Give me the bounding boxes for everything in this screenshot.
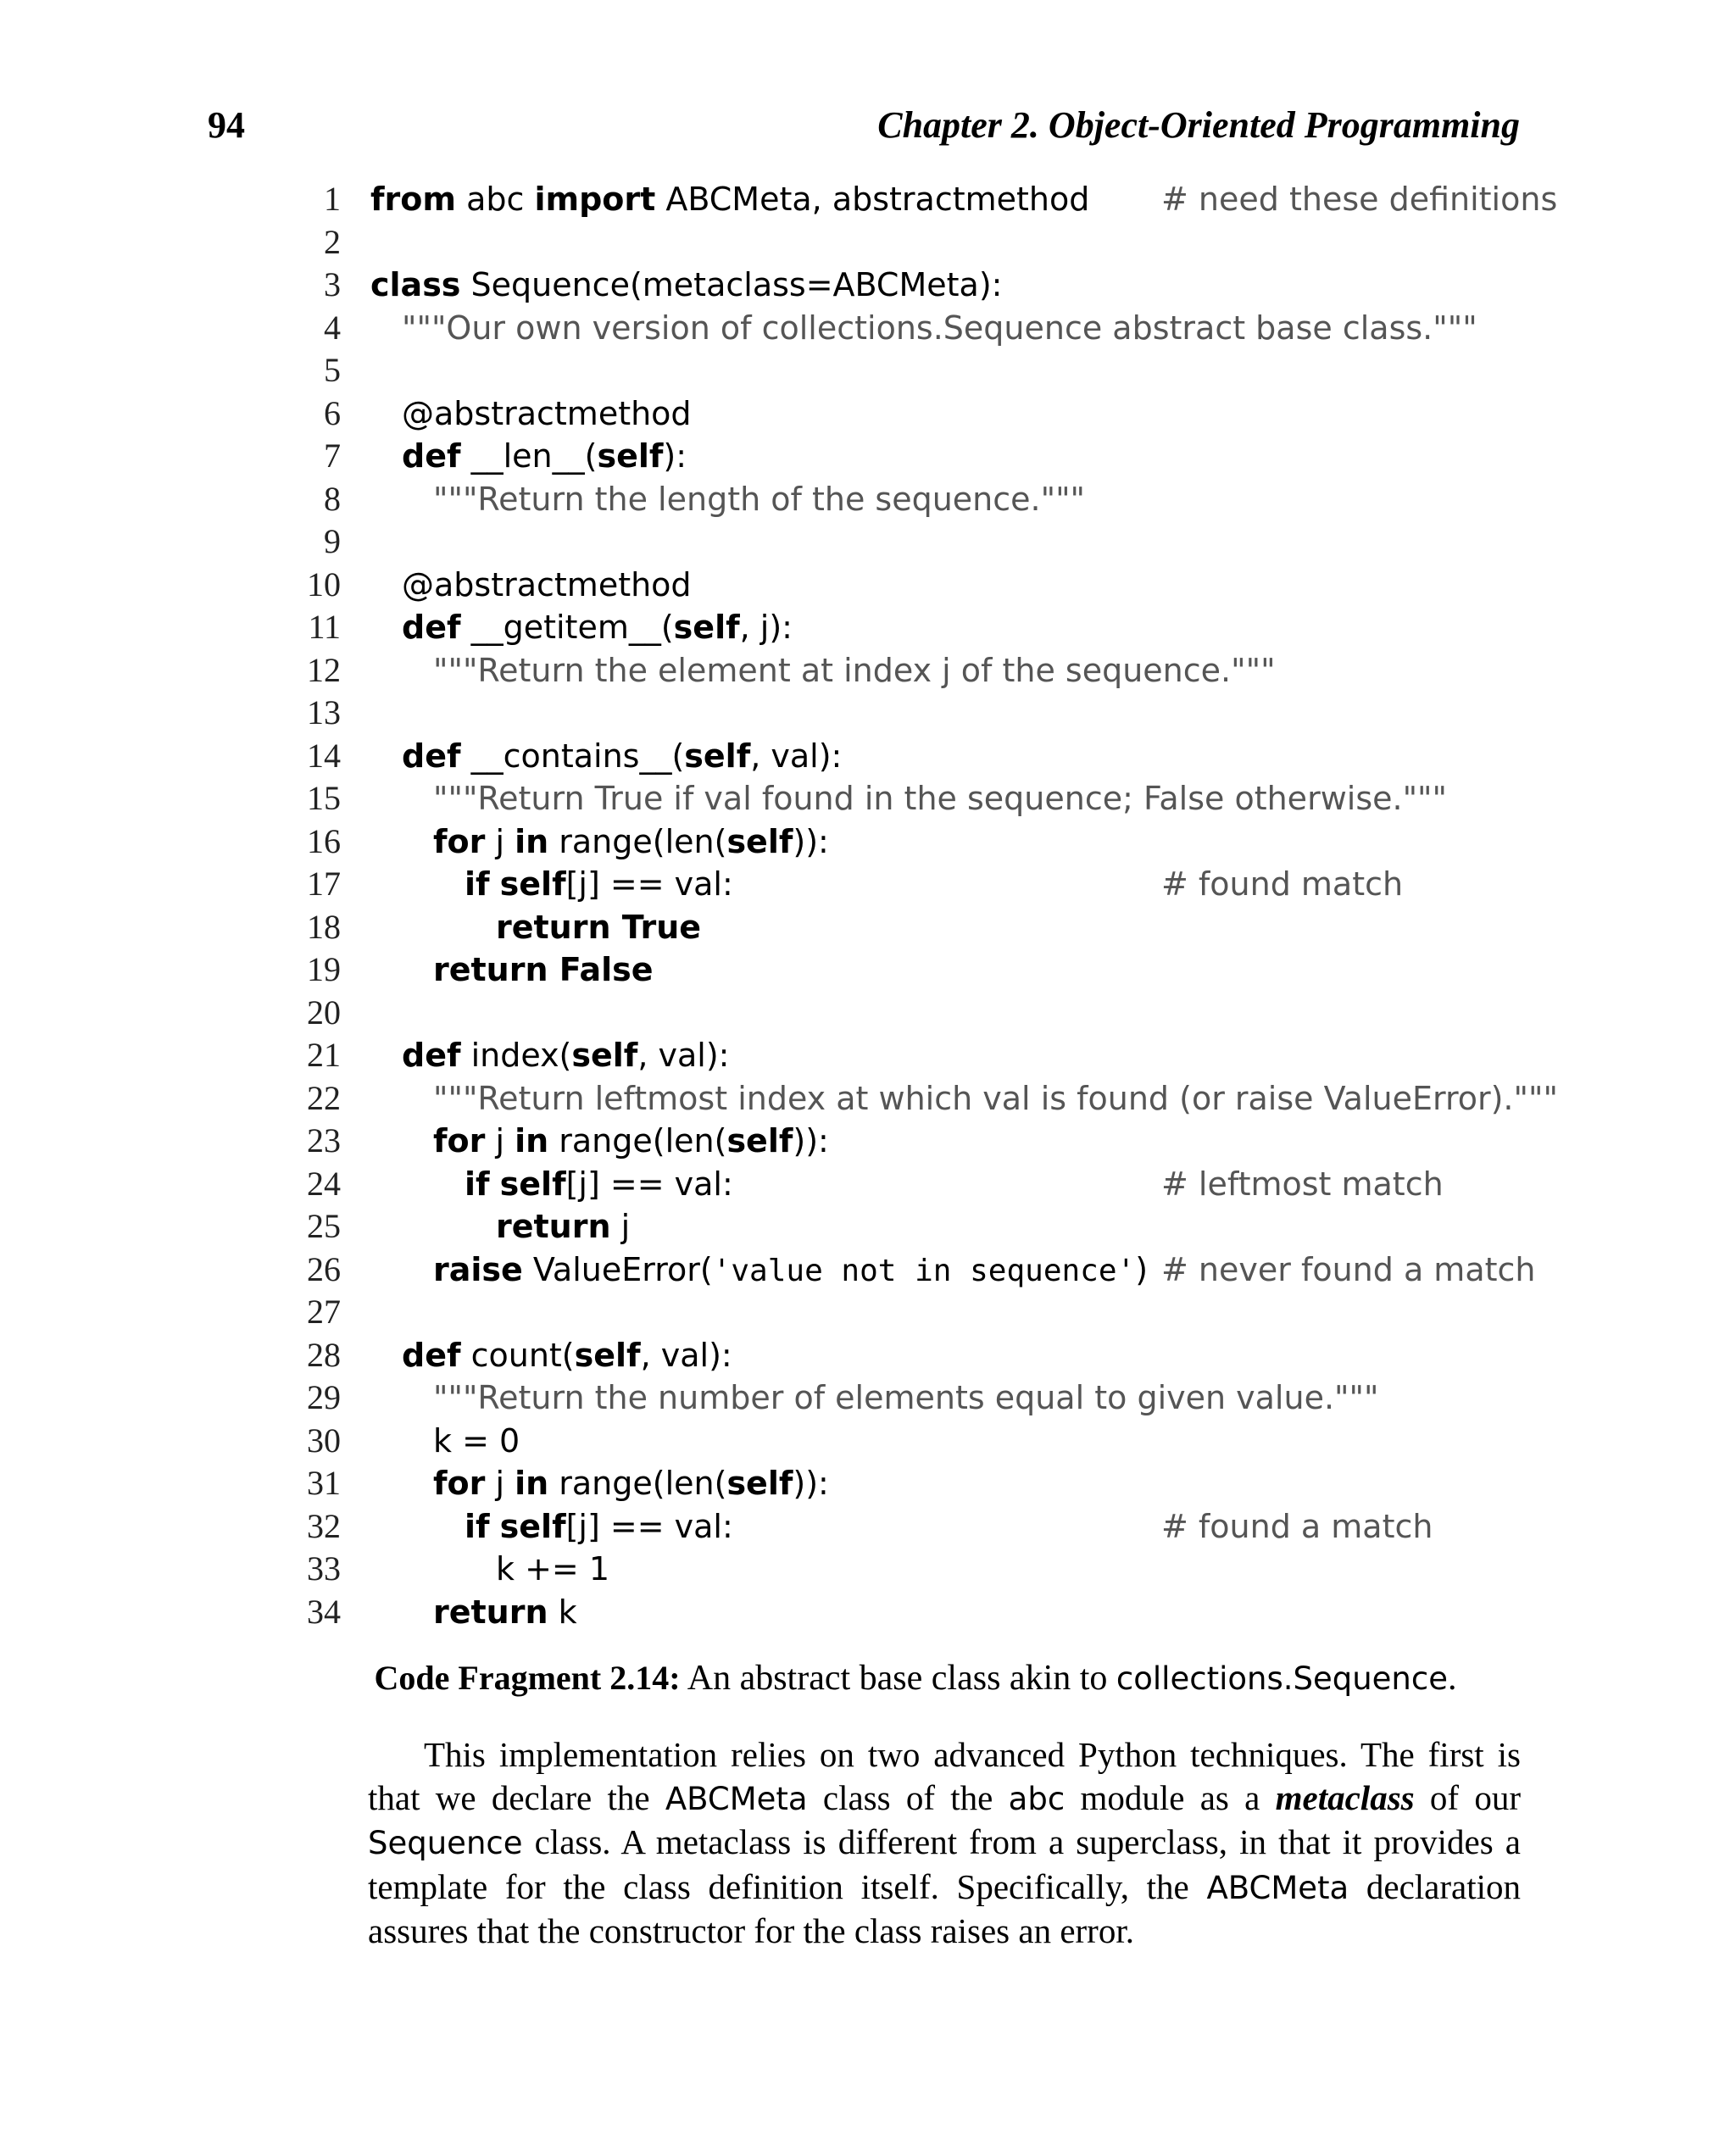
code-token: __contains__( (460, 737, 685, 775)
code-keyword: class (370, 266, 461, 303)
line-number: 9 (324, 522, 341, 560)
code-text (465, 863, 733, 905)
code-token: ): (663, 437, 687, 475)
code-line (280, 735, 1551, 777)
line-number: 6 (324, 393, 341, 432)
code-line (280, 692, 1551, 734)
code-token: )): (793, 1122, 829, 1159)
line-number: 13 (307, 693, 341, 731)
line-number: 26 (307, 1249, 341, 1288)
page-header (208, 100, 1520, 151)
code-keyword: self (574, 1336, 641, 1374)
code-token: )): (793, 1465, 829, 1502)
line-number: 14 (307, 736, 341, 775)
code-comment: # never found a match (1161, 1250, 1536, 1288)
code-keyword: def (402, 437, 461, 475)
code-token: abc (455, 181, 535, 218)
para-code-abcmeta-2: ABCMeta (1206, 1869, 1349, 1906)
code-text (433, 1420, 520, 1462)
code-text (496, 906, 701, 948)
code-text (433, 948, 654, 991)
code-docstring: """Our own version of collections.Sequence abstract base class.""" (402, 309, 1477, 347)
code-keyword: self (571, 1037, 638, 1074)
line-number: 12 (307, 650, 341, 689)
code-line (280, 820, 1551, 863)
para-emphasis-metaclass: metaclass (1275, 1777, 1415, 1817)
code-keyword: def (402, 1336, 461, 1374)
code-keyword: def (402, 609, 461, 646)
code-token: @abstractmethod (402, 565, 692, 603)
code-keyword: in (515, 1122, 549, 1159)
code-text (370, 178, 1089, 220)
code-text (402, 1334, 732, 1376)
code-line (280, 1462, 1551, 1504)
code-keyword: if (465, 1165, 490, 1203)
code-text (402, 392, 692, 435)
code-keyword: self (499, 1507, 566, 1545)
code-line (280, 307, 1551, 349)
code-token: )): (793, 822, 829, 860)
code-token: j (485, 1465, 515, 1502)
code-keyword: if (465, 865, 490, 903)
code-token: [j] == val: (565, 1165, 733, 1203)
code-text (433, 649, 1276, 692)
code-line (280, 1291, 1551, 1333)
code-token: [j] == val: (565, 865, 733, 903)
code-keyword: import (534, 181, 656, 218)
code-token: index( (460, 1037, 572, 1074)
code-keyword: in (515, 1465, 549, 1502)
code-keyword: return False (433, 951, 654, 988)
code-keyword: self (726, 822, 793, 860)
code-line (280, 520, 1551, 563)
code-text (402, 735, 842, 777)
code-keyword: if (465, 1507, 490, 1545)
line-number: 30 (307, 1421, 341, 1460)
code-keyword: raise (433, 1250, 523, 1288)
line-number: 3 (324, 265, 341, 303)
line-number: 31 (307, 1464, 341, 1502)
code-keyword: self (684, 737, 751, 775)
code-line (280, 1034, 1551, 1076)
code-comment: # found a match (1161, 1507, 1433, 1545)
code-token: @abstractmethod (402, 394, 692, 432)
code-text (402, 606, 793, 648)
code-line (280, 948, 1551, 991)
code-keyword: def (402, 737, 461, 775)
code-text (465, 1163, 733, 1205)
para-text-2: class of the (807, 1777, 1009, 1817)
para-code-sequence: Sequence (368, 1825, 523, 1861)
code-keyword: for (433, 1465, 486, 1502)
code-line (280, 992, 1551, 1034)
code-line (280, 906, 1551, 948)
para-code-abc: abc (1008, 1780, 1066, 1817)
code-docstring: """Return leftmost index at which val is found (or raise ValueError).""" (433, 1079, 1558, 1117)
code-token: , val): (640, 1336, 732, 1374)
code-line (280, 1548, 1551, 1590)
line-number: 34 (307, 1592, 341, 1631)
line-number: 4 (324, 308, 341, 347)
line-number: 27 (307, 1293, 341, 1331)
code-keyword: in (515, 822, 549, 860)
code-text (433, 1462, 829, 1504)
code-line (280, 1591, 1551, 1633)
line-number: 8 (324, 479, 341, 518)
code-token: j (485, 822, 515, 860)
code-line (280, 1077, 1558, 1120)
code-text (496, 1205, 630, 1248)
line-number: 24 (307, 1164, 341, 1203)
code-token: range(len( (548, 822, 727, 860)
code-text (402, 1034, 729, 1076)
code-line (280, 1334, 1551, 1376)
code-keyword: self (597, 437, 664, 475)
code-line (280, 221, 1551, 264)
code-comment: # leftmost match (1161, 1165, 1444, 1203)
code-line (280, 1205, 1551, 1248)
code-text (433, 1077, 1558, 1120)
para-text-5: class. A metaclass is different from a superclass, in that it provides a template for the class definition itself. Specifically, the (368, 1822, 1521, 1906)
page-number: 94 (208, 104, 245, 146)
body-paragraph (368, 1733, 1521, 1962)
code-keyword: return True (496, 908, 702, 946)
code-line (280, 863, 1551, 905)
para-text-6: declaration assures that the constructor for the class raises an error. (368, 1866, 1521, 1950)
code-line (280, 564, 1551, 606)
code-text (402, 307, 1477, 349)
caption-code-name: collections.Sequence (1116, 1660, 1448, 1697)
code-token: __getitem__( (460, 609, 674, 646)
code-line (280, 1163, 1551, 1205)
line-number: 1 (324, 180, 341, 218)
code-token: range(len( (548, 1122, 727, 1159)
code-token (490, 1165, 500, 1203)
line-number: 5 (324, 351, 341, 389)
line-number: 33 (307, 1549, 341, 1588)
line-number: 20 (307, 993, 341, 1032)
line-number: 29 (307, 1378, 341, 1416)
code-token: k = 0 (433, 1421, 520, 1460)
line-number: 18 (307, 907, 341, 946)
code-text (402, 435, 687, 477)
para-text-3: module as a (1065, 1777, 1276, 1817)
line-number: 7 (324, 437, 341, 475)
code-line (280, 478, 1551, 520)
caption-end: . (1448, 1659, 1457, 1698)
code-text (433, 478, 1085, 520)
code-docstring: """Return the element at index j of the sequence.""" (433, 651, 1276, 689)
code-line (280, 1376, 1551, 1419)
code-token: [j] == val: (565, 1507, 733, 1545)
code-token: count( (460, 1336, 575, 1374)
code-token: __len__( (460, 437, 598, 475)
code-keyword: return (433, 1593, 548, 1631)
code-text (433, 1376, 1378, 1419)
code-text (370, 264, 1002, 306)
line-number: 32 (307, 1506, 341, 1545)
code-token (490, 1508, 500, 1545)
line-number: 25 (307, 1207, 341, 1245)
code-comment: # found match (1161, 865, 1404, 903)
code-keyword: self (726, 1122, 793, 1159)
line-number: 17 (307, 865, 341, 903)
code-text (402, 564, 692, 606)
code-keyword: for (433, 822, 486, 860)
code-token: j (610, 1208, 631, 1245)
code-text (465, 1505, 733, 1548)
code-text (433, 1591, 577, 1633)
code-line (280, 777, 1551, 820)
code-listing (280, 178, 1558, 1644)
code-line (280, 1420, 1551, 1462)
code-keyword: self (726, 1465, 793, 1502)
line-number: 16 (307, 821, 341, 860)
code-line (280, 1505, 1551, 1548)
code-keyword: for (433, 1122, 486, 1159)
code-token: ABCMeta, abstractmethod (655, 181, 1090, 218)
code-line (280, 606, 1551, 648)
code-token: range(len( (548, 1465, 727, 1502)
code-text (433, 1120, 829, 1162)
code-docstring: """Return True if val found in the sequence; False otherwise.""" (433, 780, 1448, 817)
code-token: j (485, 1122, 515, 1159)
code-line (280, 435, 1551, 477)
line-number: 21 (307, 1036, 341, 1074)
line-number: 11 (308, 608, 341, 646)
para-text-4: of our (1414, 1777, 1521, 1817)
code-text (433, 777, 1447, 820)
code-keyword: self (673, 609, 740, 646)
code-token: ValueError( (522, 1250, 713, 1288)
code-text (433, 1248, 1148, 1293)
line-number: 10 (307, 564, 341, 603)
code-token: ) (1135, 1250, 1149, 1288)
code-token: , j): (739, 609, 793, 646)
code-token: , val): (750, 737, 843, 775)
code-line (280, 178, 1558, 220)
code-caption (280, 1653, 1551, 1704)
code-comment: # need these definitions (1161, 181, 1558, 218)
line-number: 28 (307, 1335, 341, 1374)
line-number: 22 (307, 1078, 341, 1117)
para-text-1: This implementation relies on two advanced Python techniques. The first is that we declare the (368, 1735, 1521, 1817)
line-number: 19 (307, 950, 341, 988)
code-token (490, 865, 500, 903)
line-number: 15 (307, 779, 341, 817)
code-text (496, 1548, 609, 1590)
code-keyword: def (402, 1037, 461, 1074)
code-docstring: """Return the number of elements equal to given value.""" (433, 1379, 1379, 1416)
chapter-title: Chapter 2. Object-Oriented Programming (877, 104, 1520, 146)
code-line (280, 649, 1551, 692)
code-token: Sequence(metaclass=ABCMeta): (460, 266, 1003, 303)
line-number: 23 (307, 1121, 341, 1159)
line-number: 2 (324, 222, 341, 261)
code-token: k (548, 1593, 577, 1631)
code-token: , val): (637, 1037, 730, 1074)
code-line (280, 392, 1551, 435)
para-code-abcmeta: ABCMeta (665, 1780, 808, 1817)
code-keyword: self (499, 865, 566, 903)
code-line (280, 1248, 1551, 1291)
code-token: 'value not in sequence' (712, 1253, 1136, 1288)
code-docstring: """Return the length of the sequence.""" (433, 480, 1086, 518)
code-text (433, 820, 829, 863)
caption-text: An abstract base class akin to (687, 1659, 1108, 1698)
code-line (280, 264, 1551, 306)
code-line (280, 349, 1551, 392)
code-keyword: return (496, 1208, 611, 1245)
code-keyword: self (499, 1165, 566, 1203)
caption-label: Code Fragment 2.14: (374, 1659, 681, 1697)
code-keyword: from (370, 181, 456, 218)
code-line (280, 1120, 1551, 1162)
code-token: k += 1 (496, 1550, 610, 1588)
